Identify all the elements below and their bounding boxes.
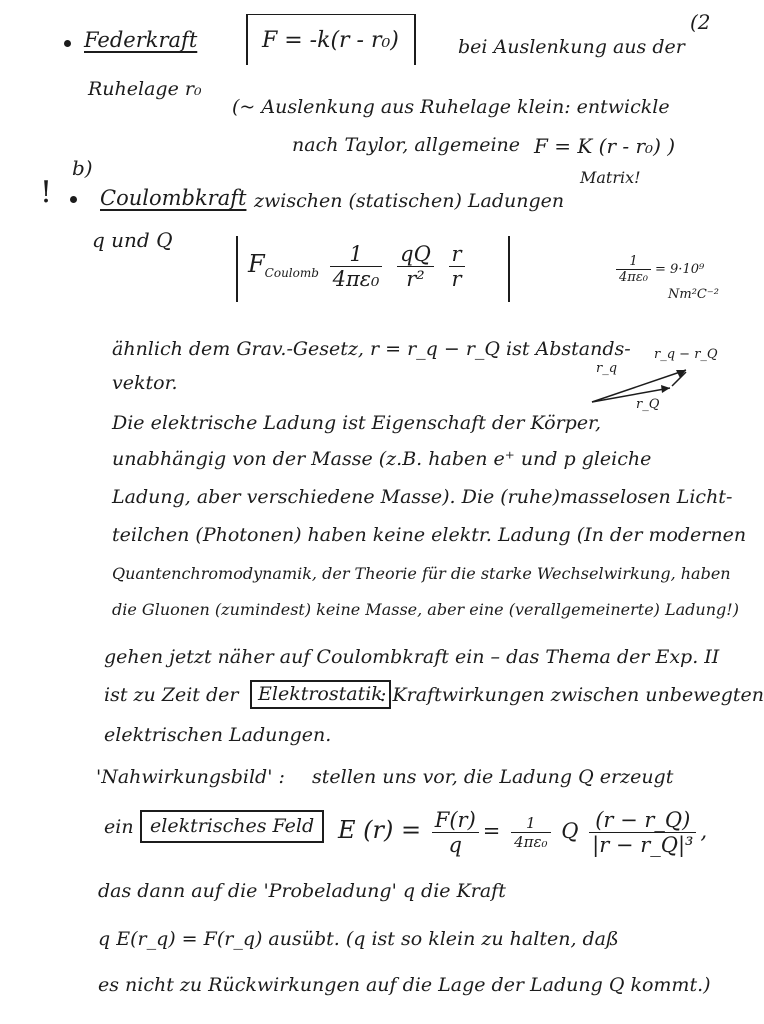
coulomb-force-subscript: Coulomb — [264, 266, 319, 281]
electrostatics-box: Elektrostatik — [250, 680, 391, 709]
field-Q: Q — [561, 819, 579, 843]
bullet-icon — [64, 40, 71, 47]
text-line-5: Ladung, aber verschiedene Masse). Die (ruhe)masselosen Licht- — [112, 486, 733, 508]
coulomb-title: Coulombkraft — [100, 186, 247, 210]
field-charge: q — [448, 833, 462, 857]
text-line-6: teilchen (Photonen) haben keine elektr. Ladung (In der modernen — [112, 524, 747, 546]
closing-line-2: q E(r_q) = F(r_q) ausübt. (q ist so klein zu halten, daß — [98, 928, 619, 950]
coulomb-formula — [248, 242, 469, 291]
coulomb-unit-vector — [449, 242, 465, 291]
constant-denominator: 4πε₀ — [619, 270, 649, 285]
closing-line-1: das dann auf die 'Probeladung' q die Kraft — [98, 880, 506, 902]
field-force: F(r) — [432, 808, 479, 833]
coulomb-constant — [612, 254, 704, 285]
coulomb-force-symbol: F — [248, 250, 265, 278]
field-ein: ein — [104, 816, 134, 838]
closing-line-3: es nicht zu Rückwirkungen auf die Lage der Ladung Q kommt.) — [98, 974, 711, 996]
field-prefactor-den: 4πε₀ — [514, 833, 548, 851]
text-line-1: ähnlich dem Grav.-Gesetz, r = r_q − r_Q ist Abstands- — [112, 338, 631, 360]
spring-formula: F = -k(r - r₀) — [262, 28, 399, 53]
page-number: (2 — [690, 10, 711, 34]
field-prefactor — [511, 814, 550, 851]
electro-line-2b: : Kraftwirkungen zwischen unbewegten — [380, 684, 764, 706]
field-formula — [338, 808, 707, 857]
field-force-ratio — [432, 808, 479, 857]
spring-after: bei Auslenkung aus der — [458, 36, 685, 58]
field-equals: = — [482, 819, 501, 843]
text-line-2: vektor. — [112, 372, 178, 394]
spring-rest: Ruhelage r₀ — [88, 78, 202, 100]
field-title-rest: stellen uns vor, die Ladung Q erzeugt — [312, 766, 674, 788]
prefactor-denominator: 4πε₀ — [332, 267, 380, 291]
field-E: E (r) = — [338, 816, 422, 844]
section-label-b: b) — [72, 156, 93, 180]
constant-fraction — [616, 254, 651, 285]
electro-line-3: elektrischen Ladungen. — [104, 724, 332, 746]
field-prefactor-num: 1 — [511, 814, 550, 833]
field-direction-den: |r − r_Q|³ — [592, 833, 694, 857]
spring-note-1: (~ Auslenkung aus Ruhelage klein: entwickle — [232, 96, 670, 118]
text-line-4: unabhängig von der Masse (z.B. haben e⁺ und p gleiche — [112, 448, 652, 470]
coulomb-prefactor — [330, 242, 383, 291]
prefactor-numerator: 1 — [330, 242, 383, 267]
spring-note-2: nach Taylor, allgemeine — [292, 134, 521, 156]
unit-vector-numerator: r — [449, 242, 465, 267]
constant-unit: Nm²C⁻² — [668, 287, 719, 302]
charge-denominator: r² — [406, 267, 425, 291]
coulomb-charge-ratio — [397, 242, 434, 291]
matrix-note: Matrix! — [580, 168, 641, 187]
spring-title: Federkraft — [84, 28, 198, 52]
bullet-icon — [70, 196, 77, 203]
exclamation-mark: ! — [40, 175, 53, 210]
constant-value: = 9·10⁹ — [655, 262, 705, 277]
electric-field-box: elektrisches Feld — [140, 810, 324, 843]
coulomb-charges: q und Q — [92, 228, 173, 252]
charge-numerator: qQ — [397, 242, 434, 267]
constant-numerator: 1 — [616, 254, 651, 270]
unit-vector-denominator: r — [451, 267, 462, 291]
field-comma: , — [700, 819, 708, 843]
field-title: 'Nahwirkungsbild' : — [96, 766, 285, 788]
diagram-label-diff: r_q − r_Q — [654, 347, 718, 362]
coulomb-title-rest: zwischen (statischen) Ladungen — [254, 190, 565, 212]
diagram-label-rq: r_q — [596, 361, 618, 376]
field-direction-num: (r − r_Q) — [589, 808, 696, 833]
text-line-7: Quantenchromodynamik, der Theorie für die starke Wechselwirkung, haben — [112, 564, 731, 583]
diagram-label-rQ: r_Q — [636, 397, 660, 412]
spring-general-formula: F = K (r - r₀) ) — [534, 134, 676, 158]
electro-line-1: gehen jetzt näher auf Coulombkraft ein – das Thema der Exp. II — [104, 646, 720, 668]
field-direction — [589, 808, 696, 857]
text-line-3: Die elektrische Ladung ist Eigenschaft der Körper, — [112, 412, 602, 434]
text-line-8: die Gluonen (zumindest) keine Masse, aber eine (verallgemeinerte) Ladung!) — [112, 600, 739, 619]
electro-line-2a: ist zu Zeit der — [104, 684, 239, 706]
